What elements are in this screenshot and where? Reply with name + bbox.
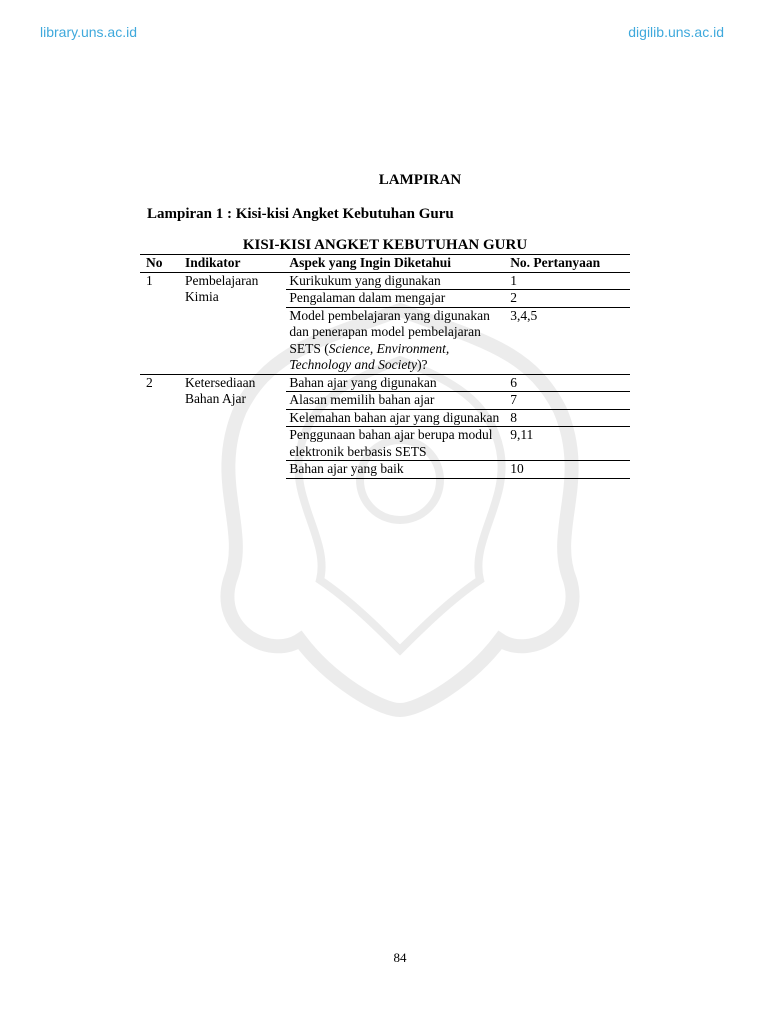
aspek-cell: Kurikukum yang digunakan (289, 272, 441, 288)
table-row (140, 272, 630, 290)
page-number: 84 (393, 950, 407, 965)
nomor-cell: 2 (507, 290, 630, 308)
indicator-table (140, 254, 630, 479)
group-indikator: Ketersediaan Bahan Ajar (182, 374, 286, 478)
aspek-cell (286, 307, 507, 374)
header-no-pertanyaan: No. Pertanyaan (507, 255, 630, 273)
nomor-cell: 7 (507, 392, 630, 410)
header-site-left[interactable]: library.uns.ac.id (40, 24, 138, 40)
group-indikator: Pembelajaran Kimia (184, 272, 259, 304)
aspek-text-end: )? (417, 357, 428, 372)
nomor-cell: 9,11 (507, 427, 630, 461)
group-no: 1 (146, 272, 153, 288)
aspek-italic-text: Science, Environment, Technology and Society (289, 340, 450, 372)
appendix-subtitle: Lampiran 1 : Kisi-kisi Angket Kebutuhan Guru (147, 206, 454, 222)
aspek-cell: Kelemahan bahan ajar yang digunakan (286, 409, 507, 427)
nomor-cell: 10 (507, 461, 630, 479)
aspek-cell: Bahan ajar yang digunakan (286, 374, 507, 392)
header-aspek: Aspek yang Ingin Diketahui (286, 255, 507, 273)
header-no: No (140, 255, 182, 273)
nomor-cell: 8 (507, 409, 630, 427)
nomor-cell: 6 (507, 374, 630, 392)
aspek-text: Model pembelajaran yang digunakan dan penerapan model pembelajaran SETS ( (289, 307, 490, 356)
nomor-cell: 1 (510, 272, 517, 288)
aspek-cell: Pengalaman dalam mengajar (286, 290, 507, 308)
group-no: 2 (140, 374, 182, 478)
aspek-cell: Penggunaan bahan ajar berupa modul elektronik berbasis SETS (286, 427, 507, 461)
header-indikator: Indikator (182, 255, 286, 273)
nomor-cell: 3,4,5 (507, 307, 630, 374)
aspek-cell: Bahan ajar yang baik (286, 461, 507, 479)
table-row (140, 374, 630, 392)
table-header-row (140, 255, 630, 273)
page-title: LAMPIRAN (378, 172, 462, 188)
aspek-cell: Alasan memilih bahan ajar (286, 392, 507, 410)
header-site-right[interactable]: digilib.uns.ac.id (628, 24, 724, 40)
table-caption: KISI-KISI ANGKET KEBUTUHAN GURU (242, 237, 528, 253)
